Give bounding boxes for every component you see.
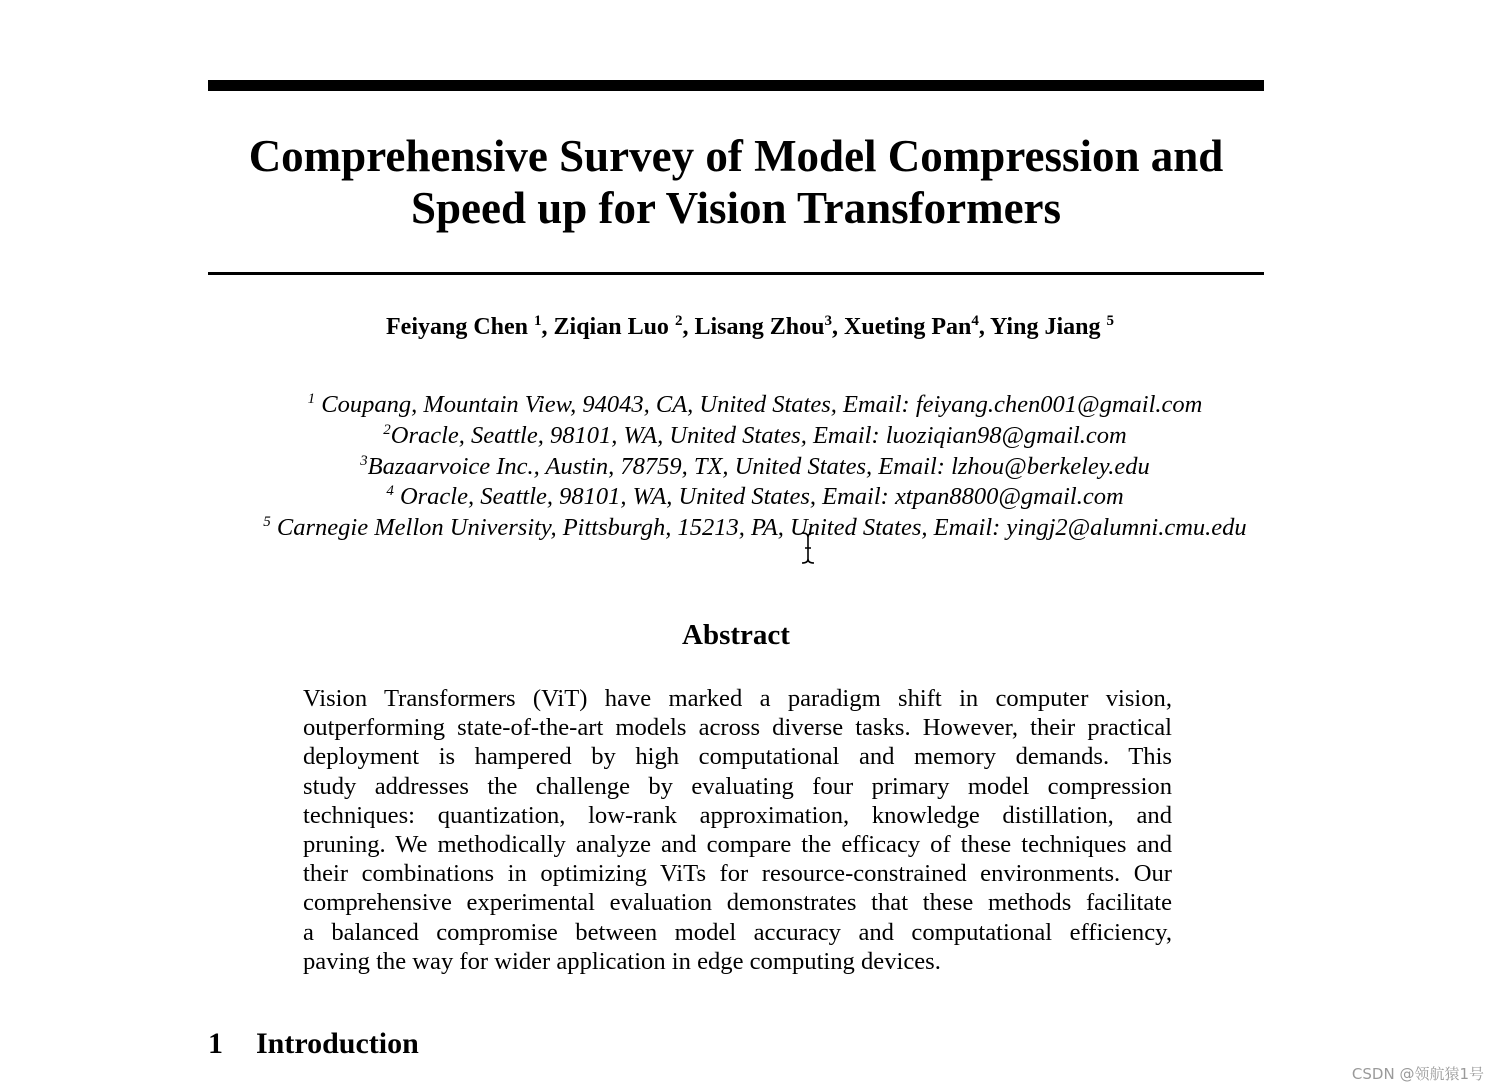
title-top-rule [208, 80, 1264, 91]
abstract-line: outperforming state-of-the-art models across diverse tasks. However, their practical [303, 714, 1172, 742]
author: Feiyang Chen $^1$, [386, 313, 554, 340]
abstract-body [303, 684, 1172, 976]
abstract-line: techniques: quantization, low-rank approximation, knowledge distillation, and [303, 801, 1172, 829]
affiliation: $^4$ Oracle, Seattle, 98101, WA, United States, Email: xtpan8800@gmail.com [386, 483, 1124, 511]
title-line-1: Comprehensive Survey of Model Compression and [248, 131, 1224, 181]
abstract-line: paving the way for wider application in edge computing devices. [303, 947, 941, 975]
author-list [150, 310, 1350, 344]
text-cursor-icon [799, 531, 817, 565]
author: Lisang Zhou$^3$, [694, 313, 845, 340]
affiliation: $^5$ Carnegie Mellon University, Pittsburgh, 15213, PA, United States, Email: yingj2@alumni.cmu.edu [263, 514, 1247, 542]
abstract-line: study addresses the challenge by evaluating four primary model compression [303, 772, 1172, 800]
abstract-line: deployment is hampered by high computational and memory demands. This [303, 743, 1172, 771]
affiliation: $^1$ Coupang, Mountain View, 94043, CA, United States, Email: feiyang.chen001@gmail.com [307, 390, 1203, 418]
affiliation: $^3$Bazaarvoice Inc., Austin, 78759, TX, United States, Email: lzhou@berkeley.edu [360, 452, 1150, 480]
affiliation-list [150, 390, 1360, 544]
abstract-line: a balanced compromise between model accuracy and computational efficiency, [303, 918, 1172, 946]
abstract-line: their combinations in optimizing ViTs for resource-constrained environments. Our [303, 860, 1172, 888]
abstract-line: pruning. We methodically analyze and compare the efficacy of these techniques and [303, 831, 1172, 859]
watermark: CSDN @领航猿1号 [1351, 1065, 1484, 1083]
abstract-heading: Abstract [682, 619, 790, 651]
title-line-2: Speed up for Vision Transformers [410, 183, 1062, 233]
section-title: Introduction [256, 1027, 419, 1060]
paper-title [208, 130, 1264, 234]
abstract-line: Vision Transformers (ViT) have marked a paradigm shift in computer vision, [303, 685, 1172, 712]
author: Ying Jiang $^5$ [989, 313, 1114, 340]
abstract-line: comprehensive experimental evaluation demonstrates that these methods facilitate [303, 889, 1172, 917]
section-heading-introduction [208, 1024, 419, 1064]
affiliation: $^2$Oracle, Seattle, 98101, WA, United States, Email: luoziqian98@gmail.com [383, 421, 1127, 449]
title-bottom-rule [208, 272, 1264, 275]
author: Ziqian Luo $^2$, [553, 313, 695, 340]
section-number: 1 [208, 1027, 223, 1060]
author: Xueting Pan$^4$, [844, 313, 990, 340]
